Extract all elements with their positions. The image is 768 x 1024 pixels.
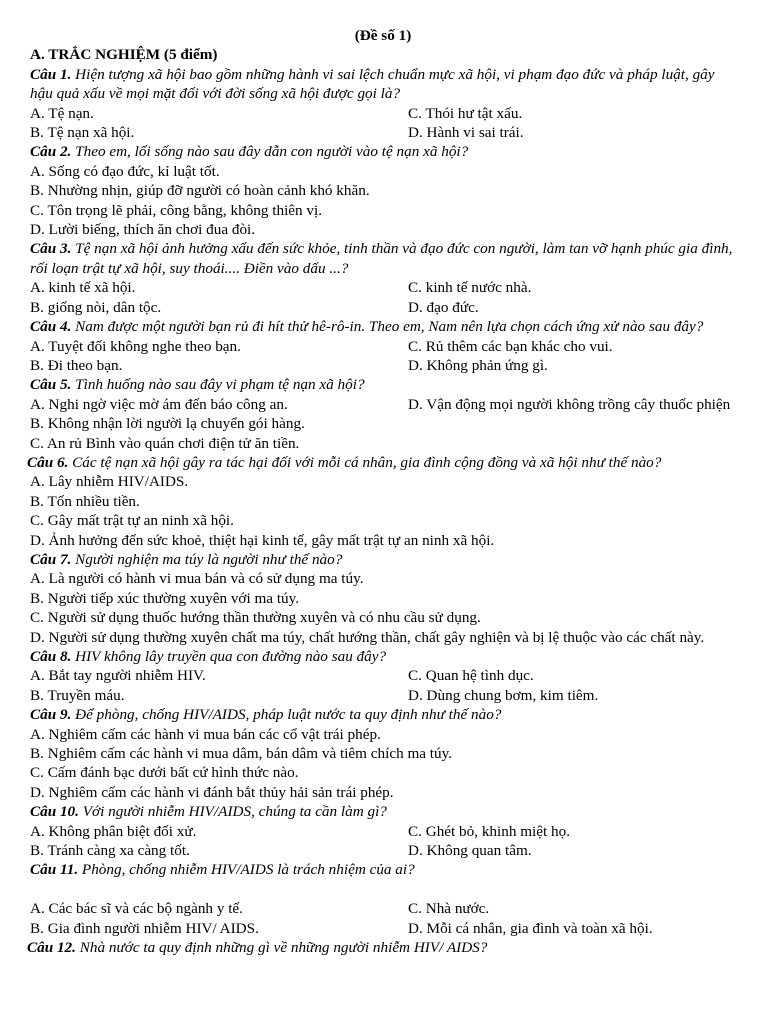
option-a: A. kinh tế xã hội. — [30, 279, 136, 297]
option-d: D. Không phản ứng gì. — [408, 356, 548, 374]
question-number: Câu 12. — [27, 939, 76, 957]
question-2 — [30, 142, 736, 161]
option-c: C. Ghét bỏ, khinh miệt họ. — [408, 822, 570, 840]
option-row — [30, 395, 736, 434]
question-12 — [27, 938, 736, 957]
section-title: A. TRẮC NGHIỆM (5 điểm) — [30, 46, 218, 64]
option-d: D. Ảnh hưởng đến sức khoẻ, thiệt hại kinh tế, gây mất trật tự an ninh xã hội. — [30, 531, 495, 549]
option-a: A. Bắt tay người nhiễm HIV. — [30, 667, 206, 685]
option-d: D. Mỗi cá nhân, gia đình và toàn xã hội. — [408, 919, 653, 937]
option-c: C. Cấm đánh bạc dưới bất cứ hình thức nào. — [30, 764, 299, 782]
option-a: A. Là người có hành vi mua bán và có sử dụng ma túy. — [30, 570, 364, 588]
option-c: C. Rủ thêm các bạn khác cho vui. — [408, 337, 613, 355]
option-d: D. Nghiêm cấm các hành vi đánh bắt thủy hải sản trái phép. — [30, 783, 394, 801]
question-number: Câu 1. — [30, 65, 72, 83]
option-c: C. An rủ Bình vào quán chơi điện tử ăn tiền. — [30, 434, 300, 452]
option-row — [30, 356, 736, 375]
option-row — [30, 104, 736, 123]
question-number: Câu 7. — [30, 550, 72, 568]
question-7 — [30, 550, 736, 569]
option-row — [30, 666, 736, 685]
option-b: B. Nhường nhịn, giúp đỡ người có hoàn cảnh khó khăn. — [30, 182, 370, 200]
question-number: Câu 8. — [30, 648, 72, 665]
question-text: Theo em, lối sống nào sau đây dẫn con người vào tệ nạn xã hội? — [75, 143, 469, 161]
option-row — [30, 686, 736, 705]
question-number: Câu 6. — [27, 453, 69, 471]
option-row — [30, 337, 736, 356]
question-text: Để phòng, chống HIV/AIDS, pháp luật nước ta quy định như thế nào? — [75, 706, 502, 724]
question-text: Các tệ nạn xã hội gây ra tác hại đối với mỗi cá nhân, gia đình cộng đồng và xã hội như thế nào? — [72, 453, 662, 471]
question-text: HIV không lây truyền qua con đường nào sau đây? — [75, 648, 387, 665]
question-number: Câu 4. — [30, 318, 72, 336]
option-b: B. Người tiếp xúc thường xuyên với ma túy. — [30, 589, 300, 607]
question-text: Hiện tượng xã hội bao gồm những hành vi sai lệch chuẩn mực xã hội, vi phạm đạo đức và pháp luật, gây hậu quả xấu về mọi mặt đối với đời sống xã hội được gọi là? — [30, 65, 715, 103]
option-d: D. Người sử dụng thường xuyên chất ma túy, chất hướng thần, chất gây nghiện và bị lệ thuộc vào các chất này. — [30, 628, 705, 646]
option-d: D. Lười biếng, thích ăn chơi đua đòi. — [30, 221, 256, 239]
question-number: Câu 5. — [30, 376, 72, 394]
option-b: B. Tốn nhiều tiền. — [30, 492, 140, 510]
option-d: D. Hành vi sai trái. — [408, 124, 524, 142]
option-c: C. kinh tế nước nhà. — [408, 279, 532, 297]
option-c: C. Tôn trọng lẽ phải, công bằng, không thiên vị. — [30, 201, 323, 219]
option-c: C. Nhà nước. — [408, 900, 490, 918]
option-c: C. Người sử dụng thuốc hướng thần thường xuyên và có nhu cầu sử dụng. — [30, 609, 481, 627]
question-text: Tệ nạn xã hội ảnh hưởng xấu đến sức khỏe, tinh thần và đạo đức con người, làm tan vỡ hạnh phúc gia đình, rối loạn trật tự xã hội, suy thoái.... Điền vào dấu ...? — [30, 240, 733, 277]
option-row — [30, 822, 736, 841]
question-number: Câu 11. — [30, 861, 79, 879]
question-text: Tình huống nào sau đây vi phạm tệ nạn xã hội? — [75, 376, 365, 394]
question-10 — [30, 802, 736, 821]
question-3 — [30, 239, 736, 278]
option-b: B. Tệ nạn xã hội. — [30, 124, 135, 142]
option-c: C. Thói hư tật xấu. — [408, 104, 523, 122]
option-b: B. giống nòi, dân tộc. — [30, 298, 162, 316]
option-b: B. Không nhận lời người lạ chuyển gói hàng. — [30, 415, 305, 433]
question-number: Câu 3. — [30, 240, 72, 258]
option-row — [30, 841, 736, 860]
option-a: A. Lây nhiễm HIV/AIDS. — [30, 473, 189, 491]
question-number: Câu 2. — [30, 143, 72, 161]
option-d: D. Vận động mọi người không trồng cây thuốc phiện — [408, 395, 731, 413]
question-text: Người nghiện ma túy là người như thế nào? — [75, 550, 343, 568]
option-column-left — [30, 395, 408, 434]
question-text: Với người nhiễm HIV/AIDS, chúng ta cần làm gì? — [82, 803, 387, 821]
option-row — [30, 919, 736, 938]
question-number: Câu 10. — [30, 803, 79, 821]
question-9 — [30, 705, 736, 724]
option-a: A. Không phân biệt đối xử. — [30, 822, 197, 840]
option-row — [30, 123, 736, 142]
blank-line — [30, 880, 736, 899]
question-11 — [30, 860, 736, 879]
exam-document — [27, 26, 736, 957]
question-text: Phòng, chống nhiễm HIV/AIDS là trách nhiệm của ai? — [81, 861, 415, 879]
option-d: D. Dùng chung bơm, kim tiêm. — [408, 686, 599, 704]
option-d: D. Không quan tâm. — [408, 842, 532, 860]
option-b: B. Gia đình người nhiễm HIV/ AIDS. — [30, 919, 259, 937]
question-5 — [30, 375, 736, 394]
option-b: B. Nghiêm cấm các hành vi mua dâm, bán dâm và tiêm chích ma túy. — [30, 745, 453, 763]
option-c: C. Quan hệ tình dục. — [408, 667, 534, 685]
exam-title: (Đề số 1) — [354, 27, 412, 44]
option-a: A. Sống có đạo đức, kỉ luật tốt. — [30, 162, 220, 180]
question-number: Câu 9. — [30, 706, 72, 724]
option-row — [30, 899, 736, 918]
option-c: C. Gây mất trật tự an ninh xã hội. — [30, 512, 234, 530]
option-b: B. Tránh càng xa càng tốt. — [30, 842, 190, 860]
question-text: Nhà nước ta quy định những gì về những người nhiễm HIV/ AIDS? — [79, 939, 488, 957]
question-6 — [27, 453, 736, 472]
option-d: D. đạo đức. — [408, 298, 479, 316]
option-a: A. Tệ nạn. — [30, 104, 94, 122]
question-text: Nam được một người bạn rủ đi hít thử hê-rô-in. Theo em, Nam nên lựa chọn cách ứng xử nào sau đây? — [75, 318, 704, 336]
option-a: A. Nghiêm cấm các hành vi mua bán các cổ vật trái phép. — [30, 725, 381, 743]
option-row — [30, 278, 736, 297]
option-row — [30, 298, 736, 317]
option-a: A. Các bác sĩ và các bộ ngành y tế. — [30, 900, 243, 918]
option-b: B. Truyền máu. — [30, 686, 125, 704]
option-a: A. Nghi ngờ việc mờ ám đến báo công an. — [30, 395, 288, 413]
question-4 — [30, 317, 736, 336]
question-1 — [30, 65, 736, 104]
question-8 — [30, 647, 736, 666]
option-a: A. Tuyệt đối không nghe theo bạn. — [30, 337, 241, 355]
option-b: B. Đi theo bạn. — [30, 356, 123, 374]
